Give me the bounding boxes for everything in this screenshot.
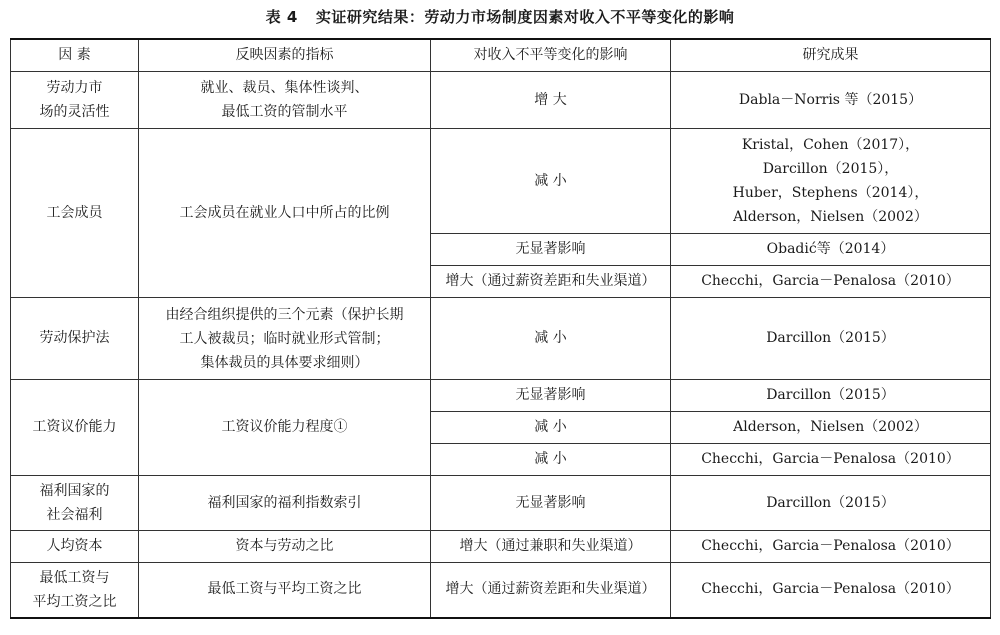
factor-cell [11,298,139,380]
effect-cell [431,380,671,412]
indicator-line: 由经合组织提供的三个元素（保护长期 [165,306,404,323]
research-line: Alderson，Nielsen（2002） [733,209,928,225]
factor-line: 最低工资与 [39,569,110,586]
indicator-cell [139,531,431,563]
research-cell [671,234,991,266]
header-effect: 对收入不平等变化的影响 [431,39,671,72]
table-body [11,72,991,618]
effect-line: 无显著影响 [515,494,586,511]
effect-cell [431,444,671,476]
factor-line: 场的灵活性 [39,104,110,120]
factor-line: 劳动保护法 [39,330,110,346]
table-row [11,531,991,563]
table-row [11,476,991,531]
factor-line: 福利国家的 [39,483,110,499]
header-indicator: 反映因素的指标 [139,39,431,72]
factor-cell [11,476,139,531]
indicator-line: 集体裁员的具体要求细则） [200,354,369,371]
effect-cell [431,129,671,234]
effect-line: 减 小 [534,172,567,189]
indicator-line: 资本与劳动之比 [235,538,334,554]
research-cell [671,266,991,298]
effect-cell [431,234,671,266]
research-line: Dabla－Norris 等（2015） [738,91,923,108]
table-header-row [11,39,991,72]
research-line: Kristal，Cohen（2017）， [741,137,920,153]
effect-cell [431,72,671,129]
indicator-cell [139,476,431,531]
header-factor: 因 素 [11,39,139,72]
research-cell [671,72,991,129]
effect-cell [431,531,671,563]
research-line: Alderson，Nielsen（2002） [733,419,928,435]
indicator-line: 最低工资与平均工资之比 [207,581,362,598]
effect-line: 增大（通过兼职和失业渠道） [459,538,642,554]
effect-cell [431,563,671,618]
factor-line: 平均工资之比 [32,593,117,610]
effect-line: 增 大 [534,91,567,108]
research-cell [671,129,991,234]
factor-cell [11,563,139,618]
indicator-line: 工人被裁员；临时就业形式管制； [179,330,390,347]
research-line: Huber，Stephens（2014）， [732,185,929,201]
factor-line: 劳动力市 [46,80,103,96]
research-cell [671,444,991,476]
indicator-line: 最低工资的管制水平 [221,104,348,120]
indicator-cell [139,298,431,380]
research-line: Darcillon（2015）， [762,161,899,177]
research-line: Darcillon（2015） [766,387,895,403]
research-cell [671,412,991,444]
research-line: Checchi，Garcia－Penalosa（2010） [701,581,960,598]
research-line: Checchi，Garcia－Penalosa（2010） [701,538,960,554]
indicator-line: 工资议价能力程度① [221,419,348,435]
research-cell [671,380,991,412]
effect-cell [431,476,671,531]
research-line: Darcillon（2015） [766,494,895,511]
factor-cell [11,72,139,129]
research-cell [671,298,991,380]
effect-line: 增大（通过薪资差距和失业渠道） [445,581,656,598]
table-row [11,129,991,234]
factor-line: 工会成员 [46,204,103,221]
factor-line: 工资议价能力 [32,419,117,435]
effect-cell [431,266,671,298]
indicator-cell [139,563,431,618]
factor-cell [11,531,139,563]
results-table [10,38,991,619]
indicator-cell [139,72,431,129]
research-cell [671,476,991,531]
research-line: Checchi，Garcia－Penalosa（2010） [701,273,960,289]
indicator-line: 就业、裁员、集体性谈判、 [200,80,369,96]
effect-line: 减 小 [534,330,567,346]
table-title: 实证研究结果：劳动力市场制度因素对收入不平等变化的影响 [315,8,735,26]
factor-cell [11,129,139,298]
research-cell [671,563,991,618]
indicator-cell [139,380,431,476]
research-line: Darcillon（2015） [766,330,895,346]
indicator-cell [139,129,431,298]
effect-line: 减 小 [534,451,567,467]
effect-cell [431,412,671,444]
effect-line: 无显著影响 [515,241,586,257]
table-caption [0,6,1000,27]
table-row [11,72,991,129]
table-row [11,380,991,412]
effect-line: 增大（通过薪资差距和失业渠道） [445,273,656,289]
table-number: 表 4 [265,8,298,26]
research-line: Checchi，Garcia－Penalosa（2010） [701,451,960,467]
factor-line: 人均资本 [46,538,103,554]
research-cell [671,531,991,563]
research-line: Obadić等（2014） [766,241,895,257]
indicator-line: 福利国家的福利指数索引 [207,494,362,511]
factor-cell [11,380,139,476]
effect-cell [431,298,671,380]
indicator-line: 工会成员在就业人口中所占的比例 [179,204,390,221]
effect-line: 减 小 [534,419,567,435]
effect-line: 无显著影响 [515,387,586,403]
table-row [11,298,991,380]
factor-line: 社会福利 [46,507,103,523]
header-research: 研究成果 [671,39,991,72]
table-row [11,563,991,618]
